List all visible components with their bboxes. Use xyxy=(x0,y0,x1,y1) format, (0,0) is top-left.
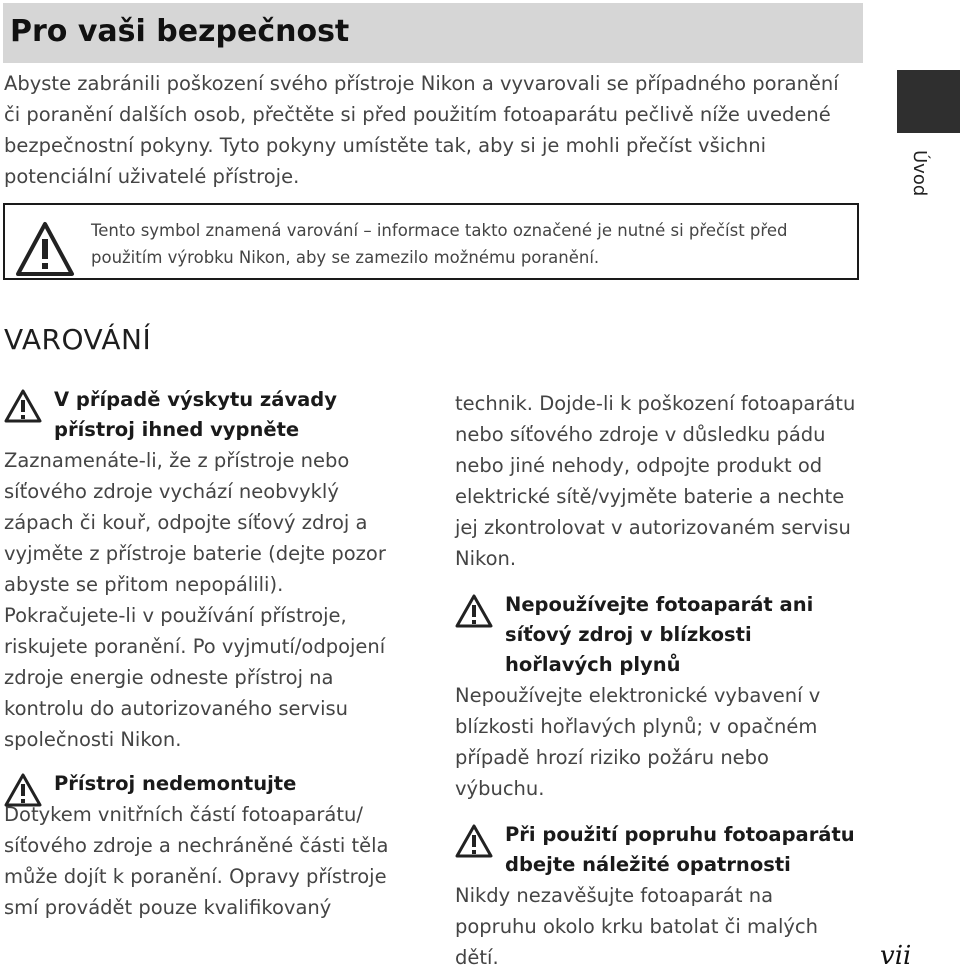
section-heading-warning: VAROVÁNÍ xyxy=(4,323,152,356)
chapter-tab-marker xyxy=(897,70,960,133)
item-title-disassemble: Přístroj nedemontujte xyxy=(54,772,297,795)
warning-notice-box xyxy=(3,203,859,280)
item-title-flammable-gas: Nepoužívejte fotoaparát ani síťový zdroj v blízkosti hořlavých plynů xyxy=(505,593,814,676)
warning-triangle-icon xyxy=(455,594,493,628)
warning-triangle-icon xyxy=(455,824,493,858)
item-title-strap: Při použití popruhu fotoaparátu dbejte náležité opatrnosti xyxy=(505,823,855,876)
notice-text: Tento symbol znamená varování – informace takto označené je nutné si přečíst před použitím výrobku Nikon, aby se zamezilo možnému poranění. xyxy=(91,221,788,267)
warning-item-malfunction xyxy=(4,385,409,445)
page-title: Pro vaši bezpečnost xyxy=(10,14,350,49)
item-title-malfunction: V případě výskytu závady přístroj ihned vypněte xyxy=(54,388,337,441)
intro-paragraph: Abyste zabránili poškození svého přístroje Nikon a vyvarovali se případného poranění či poranění dalších osob, přečtěte si před použitím fotoaparátu pečlivě níže uvedené bezpečnostní pokyny. Tyto pokyny umístěte tak, aby si je mohli přečíst všichni potenciální uživatelé přístroje. xyxy=(4,72,839,188)
right-column xyxy=(455,388,860,973)
warning-triangle-icon xyxy=(4,773,42,807)
item-body-flammable-gas: Nepoužívejte elektronické vybavení v blízkosti hořlavých plynů; v opačném případě hrozí riziko požáru nebo výbuchu. xyxy=(455,684,821,800)
item-body-strap: Nikdy nezavěšujte fotoaparát na popruhu okolo krku batolat či malých dětí. xyxy=(455,884,818,969)
left-column xyxy=(4,385,409,923)
chapter-tab-label: Úvod xyxy=(909,150,930,197)
item-body-disassemble-continued: technik. Dojde-li k poškození fotoaparátu nebo síťového zdroje v důsledku pádu nebo jiné nehody, odpojte produkt od elektrické sítě/vyjměte baterie a nechte jej zkontrolovat v autorizovaném servisu Nikon. xyxy=(455,392,856,570)
warning-item-strap xyxy=(455,820,860,880)
warning-item-flammable-gas xyxy=(455,590,860,680)
item-body-disassemble: Dotykem vnitřních částí fotoaparátu/ síťového zdroje a nechráněné části těla může dojít k poranění. Opravy přístroje smí provádět pouze kvalifikovaný xyxy=(4,803,389,919)
warning-item-disassemble xyxy=(4,769,409,799)
page-number: vii xyxy=(880,941,912,971)
warning-triangle-icon xyxy=(4,389,42,423)
warning-triangle-icon xyxy=(15,221,75,277)
item-body-malfunction: Zaznamenáte-li, že z přístroje nebo síťového zdroje vychází neobvyklý zápach či kouř, odpojte síťový zdroj a vyjměte z přístroje baterie (dejte pozor abyste se přitom nepopálili). Pokračujete-li v používání přístroje, riskujete poranění. Po vyjmutí/odpojení zdroje energie odneste přístroj na kontrolu do autorizovaného servisu společnosti Nikon. xyxy=(4,449,386,751)
